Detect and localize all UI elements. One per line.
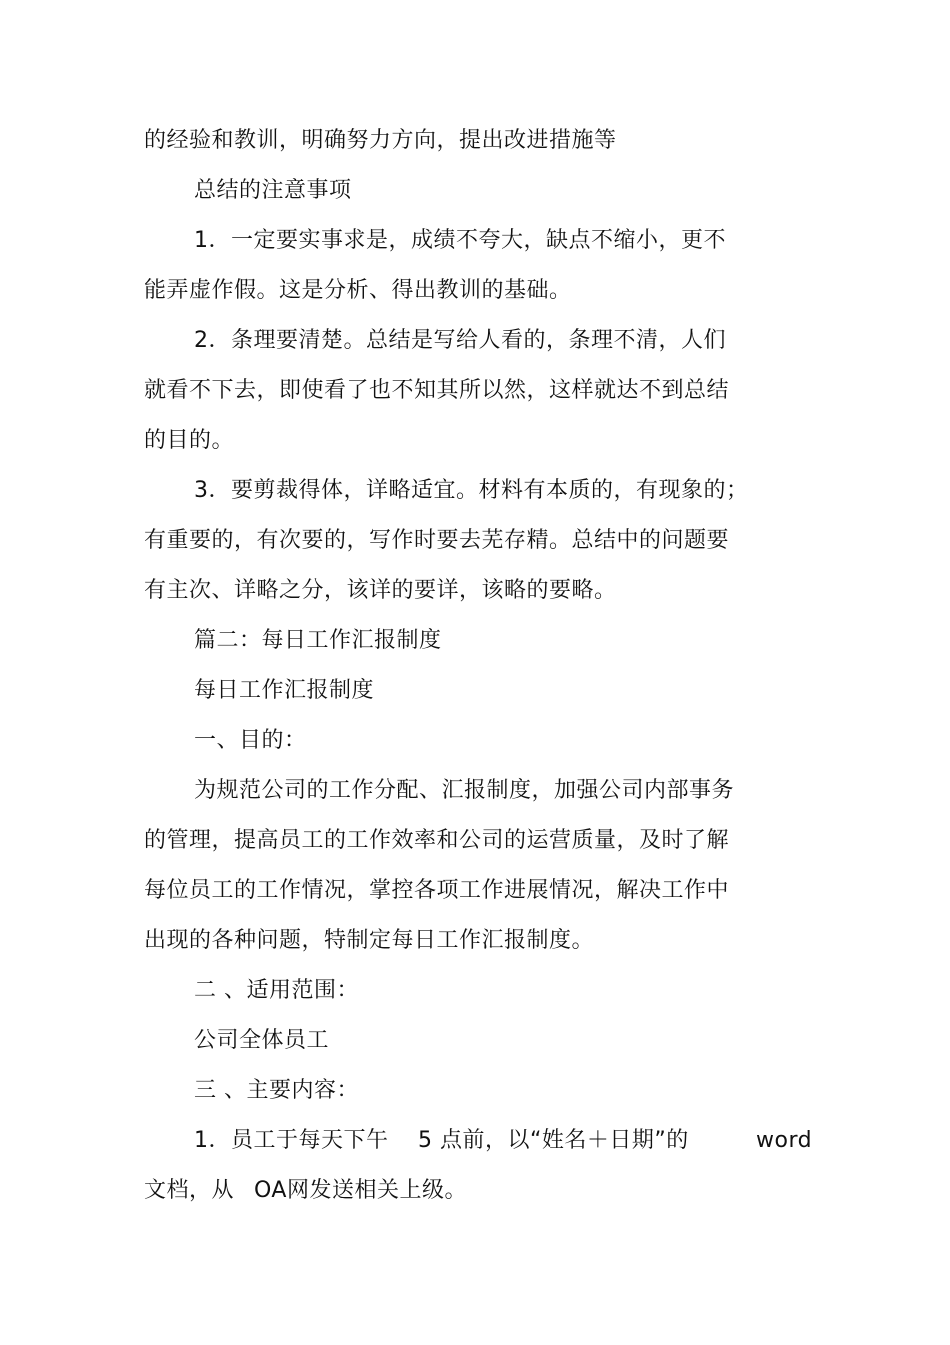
text-segment: OA网发送相关上级。: [254, 1178, 467, 1203]
paragraph-line: 的目的。: [144, 428, 235, 453]
paragraph-line: 公司全体员工: [194, 1028, 330, 1053]
paragraph-line: 每位员工的工作情况，掌控各项工作进展情况，解决工作中: [144, 878, 730, 903]
text-segment: 1．员工于每天下午: [194, 1128, 389, 1153]
paragraph-line: 为规范公司的工作分配、汇报制度，加强公司内部事务: [194, 778, 735, 803]
section-heading: 三 、主要内容：: [194, 1078, 359, 1103]
document-title: 每日工作汇报制度: [194, 678, 375, 703]
text-segment: 文档，从: [144, 1178, 235, 1203]
text-segment: 5 点前，以“姓名＋日期”的: [418, 1128, 689, 1153]
paragraph-line: 3．要剪裁得体，详略适宜。材料有本质的，有现象的；: [194, 478, 749, 503]
paragraph-line: 出现的各种问题，特制定每日工作汇报制度。: [144, 928, 595, 953]
paragraph-line: 的管理，提高员工的工作效率和公司的运营质量，及时了解: [144, 828, 730, 853]
paragraph-line: 有主次、详略之分，该详的要详，该略的要略。: [144, 578, 617, 603]
section-heading: 总结的注意事项: [194, 178, 352, 203]
paragraph-line: [194, 1127, 814, 1155]
paragraph-line: 有重要的，有次要的，写作时要去芜存精。总结中的问题要: [144, 528, 730, 553]
paragraph-line: [144, 1177, 544, 1205]
section-heading: 一、目的：: [194, 728, 307, 753]
section-heading: 二 、适用范围：: [194, 978, 359, 1003]
chapter-heading: 篇二：每日工作汇报制度: [194, 628, 442, 653]
paragraph-line: 1．一定要实事求是，成绩不夸大，缺点不缩小，更不: [194, 228, 726, 253]
text-segment: word: [756, 1128, 813, 1153]
paragraph-line: 就看不下去，即使看了也不知其所以然，这样就达不到总结: [144, 378, 730, 403]
paragraph-line: 能弄虚作假。这是分析、得出教训的基础。: [144, 278, 572, 303]
paragraph-line: 的经验和教训，明确努力方向，提出改进措施等: [144, 128, 617, 153]
paragraph-line: 2．条理要清楚。总结是写给人看的，条理不清，人们: [194, 328, 726, 353]
